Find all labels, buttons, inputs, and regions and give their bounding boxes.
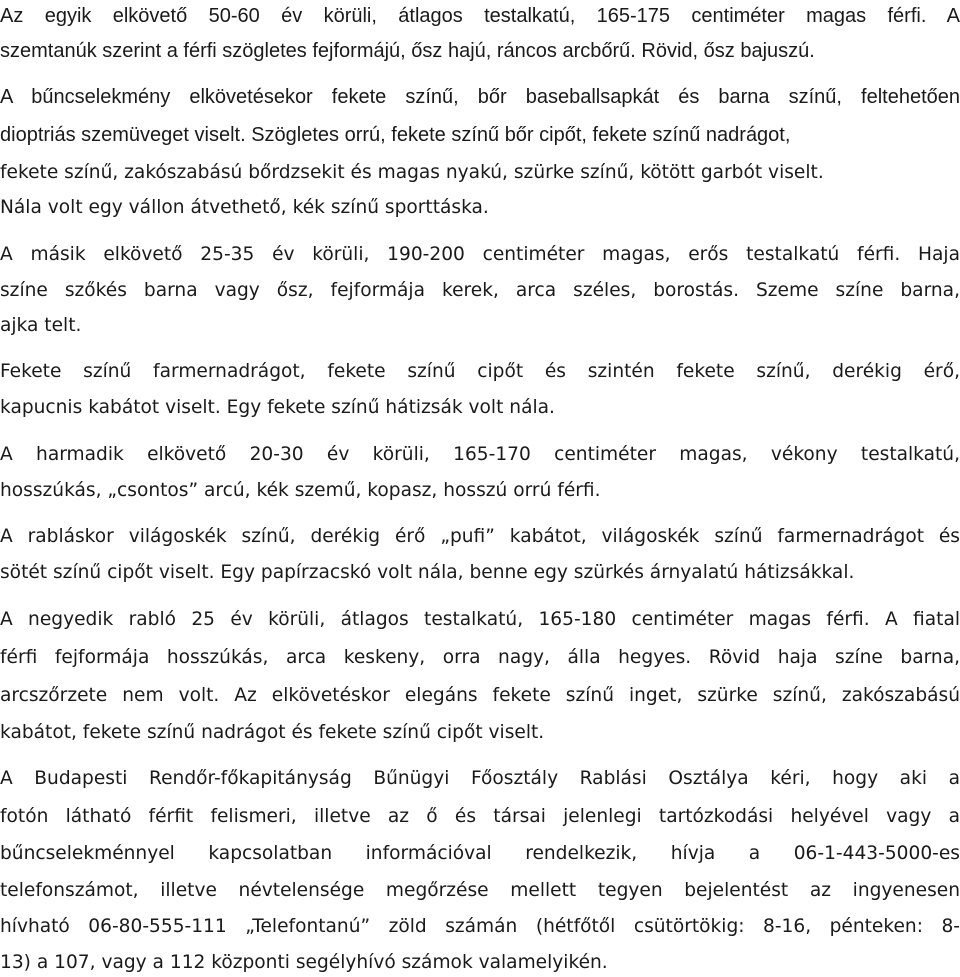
text-line: férfi fejformája hosszúkás, arca keskeny, orra nagy, álla hegyes. Rövid haja színe barna, xyxy=(0,647,960,668)
text-line: fekete színű, zakószabású bőrdzsekit és magas nyakú, szürke színű, kötött garbót viselt. xyxy=(0,162,824,183)
text-line: bűncselekménnyel kapcsolatban információval rendelkezik, hívja a 06-1-443-5000-es xyxy=(0,843,960,864)
text-line: A másik elkövető 25-35 év körüli, 190-200 centiméter magas, erős testalkatú férfi. Haja xyxy=(0,244,960,265)
text-line: hívható 06-80-555-111 „Telefontanú” zöld számán (hétfőtől csütörtökig: 8-16, pénteken: 8- xyxy=(0,916,960,937)
text-line: dioptriás szemüveget viselt. Szögletes orrú, fekete színű bőr cipőt, fekete színű nadrágot, xyxy=(0,124,791,146)
text-line: fotón látható férfit felismeri, illetve az ő és társai jelenlegi tartózkodási helyével vagy a xyxy=(0,806,960,827)
text-line: A Budapesti Rendőr-főkapitányság Bűnügyi Főosztály Rablási Osztálya kéri, hogy aki a xyxy=(0,768,960,789)
text-line: 13) a 107, vagy a 112 központi segélyhívó számok valamelyikén. xyxy=(0,952,608,973)
text-line: telefonszámot, illetve névtelensége megőrzése mellett tegyen bejelentést az ingyenesen xyxy=(0,880,960,901)
text-line: ajka telt. xyxy=(0,315,82,336)
text-line: A bűncselekmény elkövetésekor fekete színű, bőr baseballsapkát és barna színű, feltehetően xyxy=(0,86,960,108)
text-line: Fekete színű farmernadrágot, fekete színű cipőt és szintén fekete színű, derékig érő, xyxy=(0,361,960,382)
text-line: A negyedik rabló 25 év körüli, átlagos testalkatú, 165-180 centiméter magas férfi. A fiatal xyxy=(0,609,960,630)
text-line: kabátot, fekete színű nadrágot és fekete színű cipőt viselt. xyxy=(0,722,545,743)
text-line: kapucnis kabátot viselt. Egy fekete színű hátizsák volt nála. xyxy=(0,397,555,418)
text-line: Az egyik elkövető 50-60 év körüli, átlagos testalkatú, 165-175 centiméter magas férfi. A xyxy=(0,5,960,27)
text-line: színe szőkés barna vagy ősz, fejformája kerek, arca széles, borostás. Szeme színe barna, xyxy=(0,280,960,301)
text-line: arcszőrzete nem volt. Az elkövetéskor elegáns fekete színű inget, szürke színű, zakószabású xyxy=(0,685,960,706)
text-line: sötét színű cipőt viselt. Egy papírzacskó volt nála, benne egy szürkés árnyalatú hátizsákkal. xyxy=(0,562,855,583)
text-line: hosszúkás, „csontos” arcú, kék szemű, kopasz, hosszú orrú férfi. xyxy=(0,480,601,501)
text-line: Nála volt egy vállon átvethető, kék színű sporttáska. xyxy=(0,197,489,218)
text-line: A harmadik elkövető 20-30 év körüli, 165-170 centiméter magas, vékony testalkatú, xyxy=(0,444,960,465)
text-line: A rabláskor világoskék színű, derékig érő „pufi” kabátot, világoskék színű farmernadrágot és xyxy=(0,526,960,547)
text-line: szemtanúk szerint a férfi szögletes fejformájú, ősz hajú, ráncos arcbőrű. Rövid, ősz bajuszú. xyxy=(0,40,815,62)
